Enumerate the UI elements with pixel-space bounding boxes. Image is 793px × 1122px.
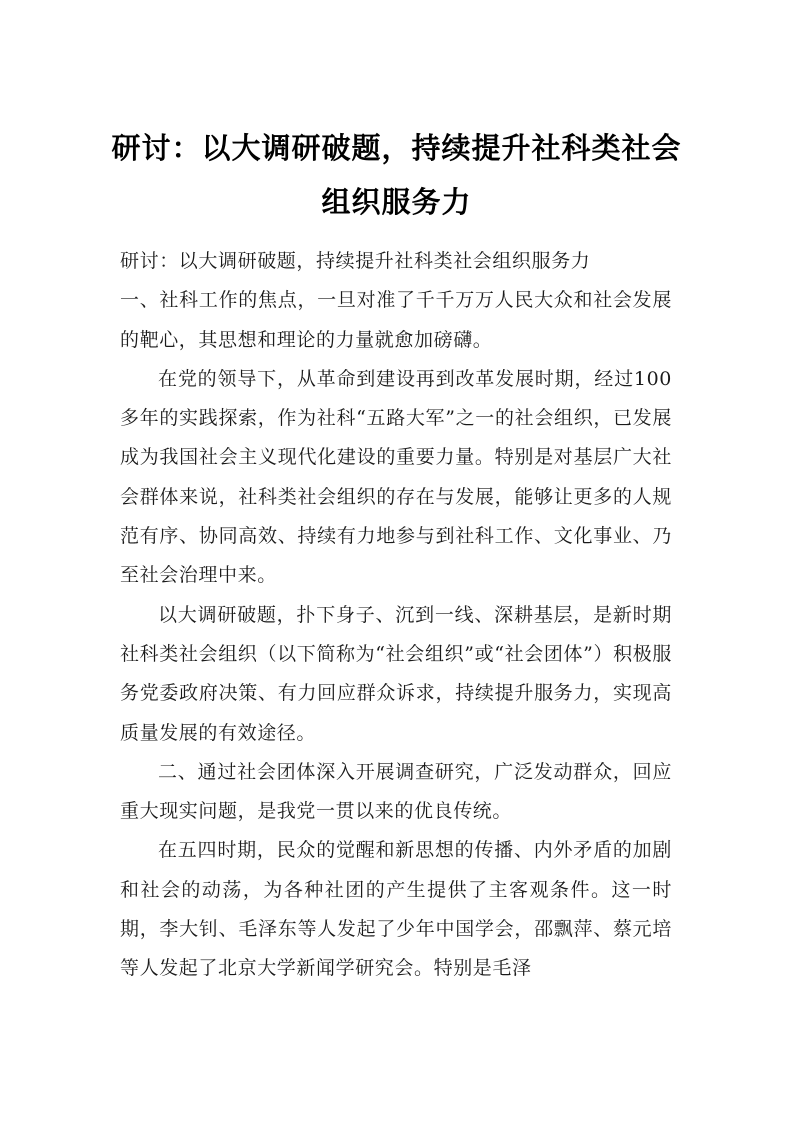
paragraph-3: 以大调研破题，扑下身子、沉到一线、深耕基层，是新时期社科类社会组织（以下简称为“社会组织”或“社会团体”）积极服务党委政府决策、有力回应群众诉求，持续提升服务力，实现高质量发展的有效途径。 (120, 603, 672, 744)
paragraph-1: 一、社科工作的焦点，一旦对准了千千万万人民大众和社会发展的靶心，其思想和理论的力量就愈加磅礴。 (120, 289, 672, 351)
paragraph-2: 在党的领导下，从革命到建设再到改革发展时期，经过100多年的实践探索，作为社科“五路大军”之一的社会组织，已发展成为我国社会主义现代化建设的重要力量。特别是对基层广大社会群体来说，社科类社会组织的存在与发展，能够让更多的人规范有序、协同高效、持续有力地参与到社科工作、文化事业、乃至社会治理中来。 (120, 367, 672, 587)
title-line-1: 研讨：以大调研破题，持续提升社科类社会 (111, 131, 682, 165)
paragraph-4: 二、通过社会团体深入开展调查研究，广泛发动群众，回应重大现实问题，是我党一贯以来的优良传统。 (120, 760, 672, 823)
document-title (110, 121, 683, 229)
paragraph-5: 在五四时期，民众的觉醒和新思想的传播、内外矛盾的加剧和社会的动荡，为各种社团的产生提供了主客观条件。这一时期，李大钊、毛泽东等人发起了少年中国学会，邵飘萍、蔡元培等人发起了北京大学新闻学研究会。特别是毛泽 (120, 839, 672, 980)
paragraph-subtitle: 研讨：以大调研破题，持续提升社科类社会组织服务力 (120, 250, 591, 272)
title-line-2: 组织服务力 (321, 185, 472, 219)
document-body (120, 242, 672, 989)
